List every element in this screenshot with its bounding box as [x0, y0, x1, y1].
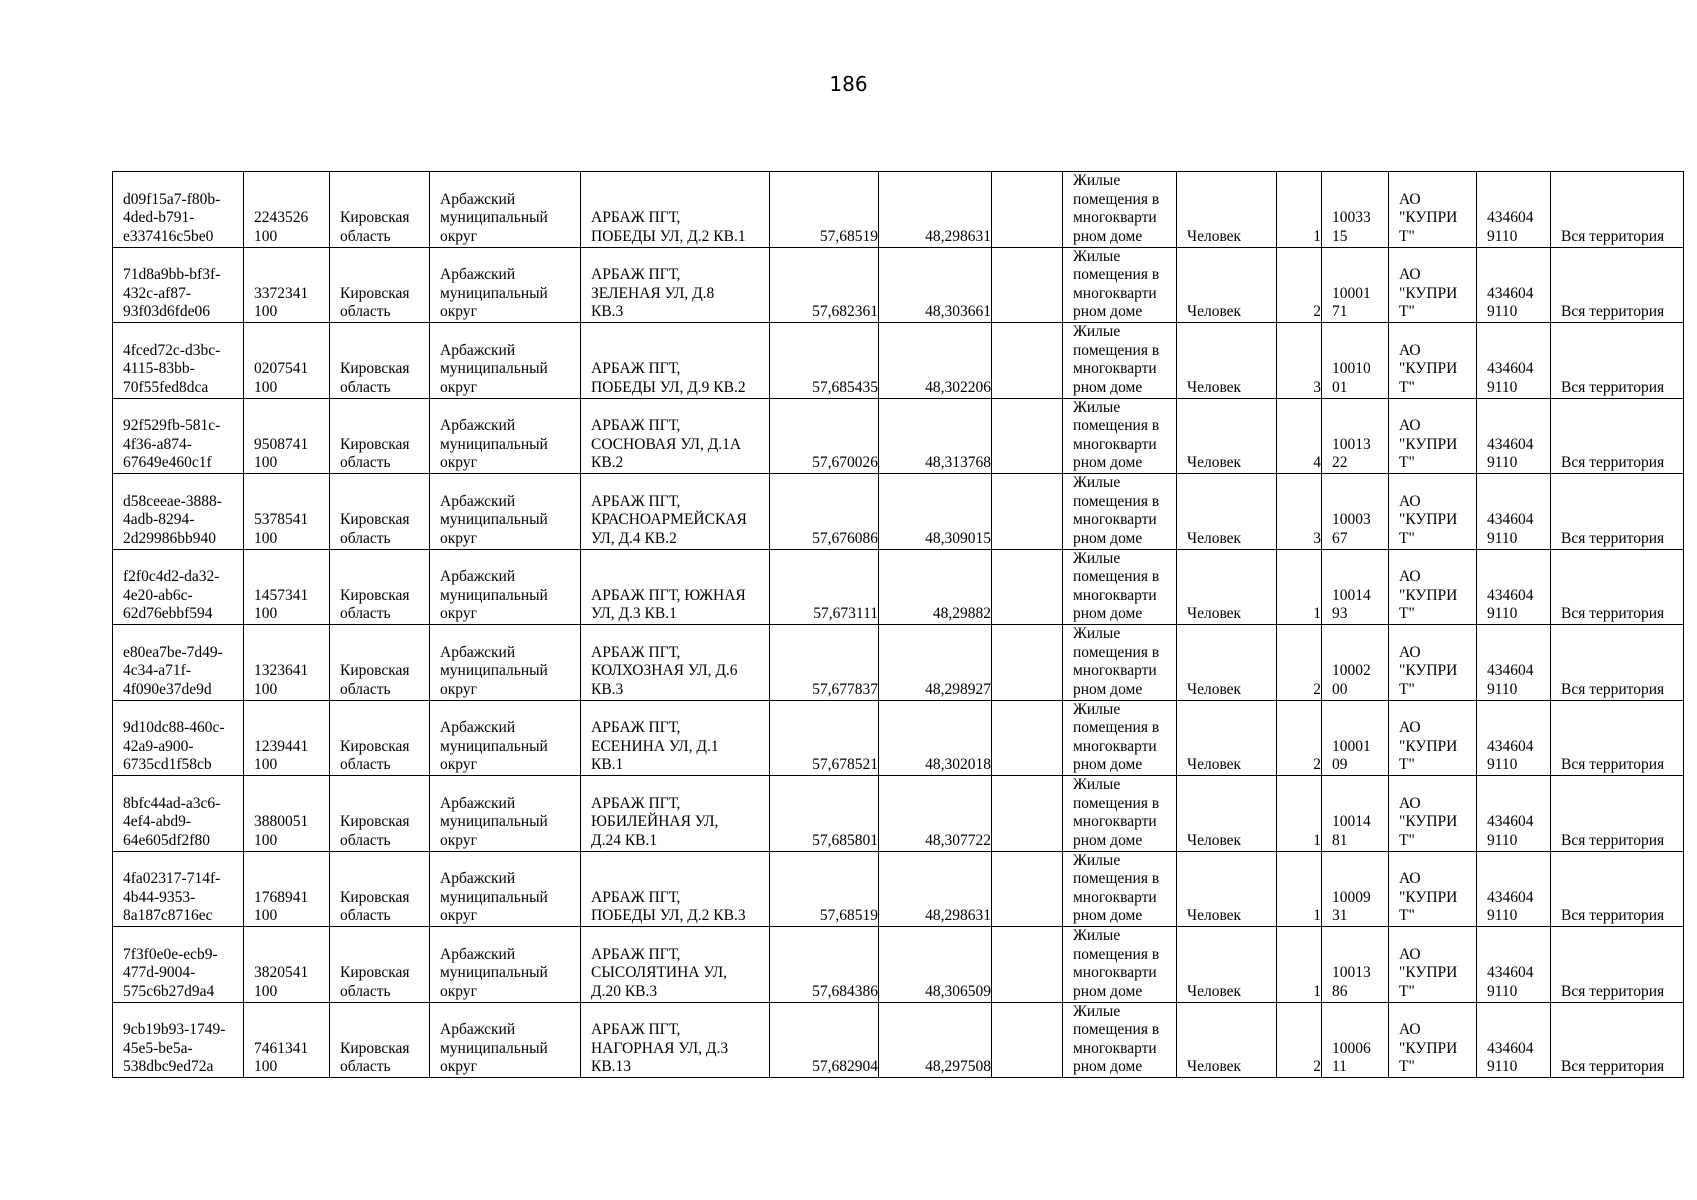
object-guid: 4fa02317-714f- 4b44-9353- 8a187c8716ec	[113, 851, 244, 927]
count: 2	[1277, 700, 1322, 776]
premises-type: Жилые помещения в многокварти рном доме	[1063, 323, 1177, 399]
empty-cell	[992, 700, 1063, 776]
longitude: 48,298631	[879, 851, 992, 927]
district: Арбажский муниципальный округ	[430, 1002, 581, 1078]
address: АРБАЖ ПГТ, ЗЕЛЕНАЯ УЛ, Д.8 КВ.3	[581, 247, 770, 323]
inn: 434604 9110	[1477, 172, 1551, 248]
district: Арбажский муниципальный округ	[430, 474, 581, 550]
unit: Человек	[1177, 1002, 1277, 1078]
longitude: 48,309015	[879, 474, 992, 550]
table-row	[113, 700, 1684, 776]
latitude: 57,68519	[770, 172, 879, 248]
district: Арбажский муниципальный округ	[430, 323, 581, 399]
empty-cell	[992, 776, 1063, 852]
latitude: 57,682904	[770, 1002, 879, 1078]
address: АРБАЖ ПГТ, СОСНОВАЯ УЛ, Д.1А КВ.2	[581, 398, 770, 474]
record-number: 10013 86	[1322, 927, 1389, 1003]
record-number: 10033 15	[1322, 172, 1389, 248]
organization: АО "КУПРИ Т"	[1389, 1002, 1477, 1078]
table-row	[113, 549, 1684, 625]
organization: АО "КУПРИ Т"	[1389, 398, 1477, 474]
premises-type: Жилые помещения в многокварти рном доме	[1063, 247, 1177, 323]
record-number: 10006 11	[1322, 1002, 1389, 1078]
unit: Человек	[1177, 625, 1277, 701]
organization: АО "КУПРИ Т"	[1389, 247, 1477, 323]
inn: 434604 9110	[1477, 549, 1551, 625]
record-number: 10002 00	[1322, 625, 1389, 701]
organization: АО "КУПРИ Т"	[1389, 323, 1477, 399]
territory: Вся территория	[1551, 776, 1684, 852]
address: АРБАЖ ПГТ, ЕСЕНИНА УЛ, Д.1 КВ.1	[581, 700, 770, 776]
inn: 434604 9110	[1477, 776, 1551, 852]
unit: Человек	[1177, 776, 1277, 852]
premises-type: Жилые помещения в многокварти рном доме	[1063, 398, 1177, 474]
empty-cell	[992, 549, 1063, 625]
address: АРБАЖ ПГТ, ПОБЕДЫ УЛ, Д.2 КВ.3	[581, 851, 770, 927]
district: Арбажский муниципальный округ	[430, 851, 581, 927]
latitude: 57,682361	[770, 247, 879, 323]
organization: АО "КУПРИ Т"	[1389, 549, 1477, 625]
territory: Вся территория	[1551, 398, 1684, 474]
object-guid: f2f0c4d2-da32- 4e20-ab6c- 62d76ebbf594	[113, 549, 244, 625]
count: 1	[1277, 549, 1322, 625]
record-number: 10001 09	[1322, 700, 1389, 776]
longitude: 48,298631	[879, 172, 992, 248]
longitude: 48,307722	[879, 776, 992, 852]
address: АРБАЖ ПГТ, СЫСОЛЯТИНА УЛ, Д.20 КВ.3	[581, 927, 770, 1003]
count: 1	[1277, 776, 1322, 852]
inn: 434604 9110	[1477, 323, 1551, 399]
table-row	[113, 323, 1684, 399]
count: 2	[1277, 1002, 1322, 1078]
count: 1	[1277, 927, 1322, 1003]
object-guid: 92f529fb-581c- 4f36-a874- 67649e460c1f	[113, 398, 244, 474]
address: АРБАЖ ПГТ, ПОБЕДЫ УЛ, Д.2 КВ.1	[581, 172, 770, 248]
region: Кировская область	[330, 323, 430, 399]
latitude: 57,670026	[770, 398, 879, 474]
latitude: 57,684386	[770, 927, 879, 1003]
longitude: 48,29882	[879, 549, 992, 625]
region: Кировская область	[330, 700, 430, 776]
district: Арбажский муниципальный округ	[430, 247, 581, 323]
empty-cell	[992, 625, 1063, 701]
region: Кировская область	[330, 549, 430, 625]
object-guid: e80ea7be-7d49- 4c34-a71f- 4f090e37de9d	[113, 625, 244, 701]
region: Кировская область	[330, 247, 430, 323]
record-number: 10001 71	[1322, 247, 1389, 323]
territory: Вся территория	[1551, 323, 1684, 399]
territory: Вся территория	[1551, 625, 1684, 701]
territory: Вся территория	[1551, 1002, 1684, 1078]
address: АРБАЖ ПГТ, ЮЖНАЯ УЛ, Д.3 КВ.1	[581, 549, 770, 625]
unit: Человек	[1177, 927, 1277, 1003]
address-register-table	[112, 171, 1684, 1078]
record-number: 10010 01	[1322, 323, 1389, 399]
territory: Вся территория	[1551, 172, 1684, 248]
latitude: 57,673111	[770, 549, 879, 625]
region: Кировская область	[330, 625, 430, 701]
address: АРБАЖ ПГТ, КОЛХОЗНАЯ УЛ, Д.6 КВ.3	[581, 625, 770, 701]
empty-cell	[992, 398, 1063, 474]
territory: Вся территория	[1551, 247, 1684, 323]
record-number: 10014 81	[1322, 776, 1389, 852]
table-row	[113, 1002, 1684, 1078]
inn: 434604 9110	[1477, 1002, 1551, 1078]
district: Арбажский муниципальный округ	[430, 927, 581, 1003]
territory: Вся территория	[1551, 549, 1684, 625]
empty-cell	[992, 927, 1063, 1003]
object-guid: 71d8a9bb-bf3f- 432c-af87- 93f03d6fde06	[113, 247, 244, 323]
inn: 434604 9110	[1477, 247, 1551, 323]
region: Кировская область	[330, 776, 430, 852]
district: Арбажский муниципальный округ	[430, 776, 581, 852]
premises-type: Жилые помещения в многокварти рном доме	[1063, 172, 1177, 248]
district: Арбажский муниципальный округ	[430, 625, 581, 701]
inn: 434604 9110	[1477, 398, 1551, 474]
organization: АО "КУПРИ Т"	[1389, 172, 1477, 248]
record-number: 10009 31	[1322, 851, 1389, 927]
unit: Человек	[1177, 323, 1277, 399]
object-guid: d58ceeae-3888- 4adb-8294- 2d29986bb940	[113, 474, 244, 550]
empty-cell	[992, 474, 1063, 550]
premises-type: Жилые помещения в многокварти рном доме	[1063, 851, 1177, 927]
unit: Человек	[1177, 549, 1277, 625]
empty-cell	[992, 1002, 1063, 1078]
table-row	[113, 398, 1684, 474]
address: АРБАЖ ПГТ, ЮБИЛЕЙНАЯ УЛ, Д.24 КВ.1	[581, 776, 770, 852]
unit: Человек	[1177, 474, 1277, 550]
count: 4	[1277, 398, 1322, 474]
organization: АО "КУПРИ Т"	[1389, 474, 1477, 550]
table-row	[113, 474, 1684, 550]
region: Кировская область	[330, 172, 430, 248]
unit: Человек	[1177, 398, 1277, 474]
object-code: 9508741 100	[244, 398, 330, 474]
page-number: 186	[829, 72, 868, 96]
unit: Человек	[1177, 247, 1277, 323]
premises-type: Жилые помещения в многокварти рном доме	[1063, 625, 1177, 701]
object-code: 1239441 100	[244, 700, 330, 776]
object-code: 3820541 100	[244, 927, 330, 1003]
record-number: 10003 67	[1322, 474, 1389, 550]
record-number: 10014 93	[1322, 549, 1389, 625]
inn: 434604 9110	[1477, 625, 1551, 701]
district: Арбажский муниципальный округ	[430, 172, 581, 248]
organization: АО "КУПРИ Т"	[1389, 700, 1477, 776]
organization: АО "КУПРИ Т"	[1389, 625, 1477, 701]
region: Кировская область	[330, 398, 430, 474]
address: АРБАЖ ПГТ, НАГОРНАЯ УЛ, Д.3 КВ.13	[581, 1002, 770, 1078]
latitude: 57,685435	[770, 323, 879, 399]
longitude: 48,302206	[879, 323, 992, 399]
count: 2	[1277, 247, 1322, 323]
object-guid: 8bfc44ad-a3c6- 4ef4-abd9- 64e605df2f80	[113, 776, 244, 852]
count: 3	[1277, 474, 1322, 550]
object-code: 2243526 100	[244, 172, 330, 248]
object-code: 1457341 100	[244, 549, 330, 625]
address: АРБАЖ ПГТ, ПОБЕДЫ УЛ, Д.9 КВ.2	[581, 323, 770, 399]
table-row	[113, 172, 1684, 248]
premises-type: Жилые помещения в многокварти рном доме	[1063, 474, 1177, 550]
latitude: 57,676086	[770, 474, 879, 550]
organization: АО "КУПРИ Т"	[1389, 851, 1477, 927]
record-number: 10013 22	[1322, 398, 1389, 474]
territory: Вся территория	[1551, 851, 1684, 927]
empty-cell	[992, 851, 1063, 927]
district: Арбажский муниципальный округ	[430, 700, 581, 776]
object-code: 5378541 100	[244, 474, 330, 550]
object-guid: 9cb19b93-1749- 45e5-be5a- 538dbc9ed72a	[113, 1002, 244, 1078]
table-row	[113, 247, 1684, 323]
object-guid: 4fced72c-d3bc- 4115-83bb- 70f55fed8dca	[113, 323, 244, 399]
organization: АО "КУПРИ Т"	[1389, 776, 1477, 852]
territory: Вся территория	[1551, 474, 1684, 550]
region: Кировская область	[330, 851, 430, 927]
unit: Человек	[1177, 700, 1277, 776]
address: АРБАЖ ПГТ, КРАСНОАРМЕЙСКАЯ УЛ, Д.4 КВ.2	[581, 474, 770, 550]
count: 2	[1277, 625, 1322, 701]
object-guid: d09f15a7-f80b- 4ded-b791- e337416c5be0	[113, 172, 244, 248]
inn: 434604 9110	[1477, 927, 1551, 1003]
object-code: 1323641 100	[244, 625, 330, 701]
object-code: 1768941 100	[244, 851, 330, 927]
longitude: 48,302018	[879, 700, 992, 776]
table-row	[113, 851, 1684, 927]
inn: 434604 9110	[1477, 700, 1551, 776]
table-row	[113, 776, 1684, 852]
longitude: 48,313768	[879, 398, 992, 474]
territory: Вся территория	[1551, 927, 1684, 1003]
empty-cell	[992, 247, 1063, 323]
longitude: 48,303661	[879, 247, 992, 323]
latitude: 57,677837	[770, 625, 879, 701]
territory: Вся территория	[1551, 700, 1684, 776]
premises-type: Жилые помещения в многокварти рном доме	[1063, 700, 1177, 776]
longitude: 48,298927	[879, 625, 992, 701]
table-row	[113, 625, 1684, 701]
count: 1	[1277, 172, 1322, 248]
table-row	[113, 927, 1684, 1003]
premises-type: Жилые помещения в многокварти рном доме	[1063, 776, 1177, 852]
object-guid: 7f3f0e0e-ecb9- 477d-9004- 575c6b27d9a4	[113, 927, 244, 1003]
empty-cell	[992, 172, 1063, 248]
object-code: 3880051 100	[244, 776, 330, 852]
region: Кировская область	[330, 474, 430, 550]
object-guid: 9d10dc88-460c- 42a9-a900- 6735cd1f58cb	[113, 700, 244, 776]
premises-type: Жилые помещения в многокварти рном доме	[1063, 549, 1177, 625]
unit: Человек	[1177, 851, 1277, 927]
inn: 434604 9110	[1477, 851, 1551, 927]
premises-type: Жилые помещения в многокварти рном доме	[1063, 927, 1177, 1003]
latitude: 57,68519	[770, 851, 879, 927]
object-code: 3372341 100	[244, 247, 330, 323]
object-code: 7461341 100	[244, 1002, 330, 1078]
object-code: 0207541 100	[244, 323, 330, 399]
premises-type: Жилые помещения в многокварти рном доме	[1063, 1002, 1177, 1078]
organization: АО "КУПРИ Т"	[1389, 927, 1477, 1003]
latitude: 57,685801	[770, 776, 879, 852]
inn: 434604 9110	[1477, 474, 1551, 550]
region: Кировская область	[330, 927, 430, 1003]
empty-cell	[992, 323, 1063, 399]
count: 1	[1277, 851, 1322, 927]
longitude: 48,297508	[879, 1002, 992, 1078]
count: 3	[1277, 323, 1322, 399]
region: Кировская область	[330, 1002, 430, 1078]
unit: Человек	[1177, 172, 1277, 248]
longitude: 48,306509	[879, 927, 992, 1003]
district: Арбажский муниципальный округ	[430, 549, 581, 625]
table-body	[113, 172, 1684, 1078]
district: Арбажский муниципальный округ	[430, 398, 581, 474]
latitude: 57,678521	[770, 700, 879, 776]
